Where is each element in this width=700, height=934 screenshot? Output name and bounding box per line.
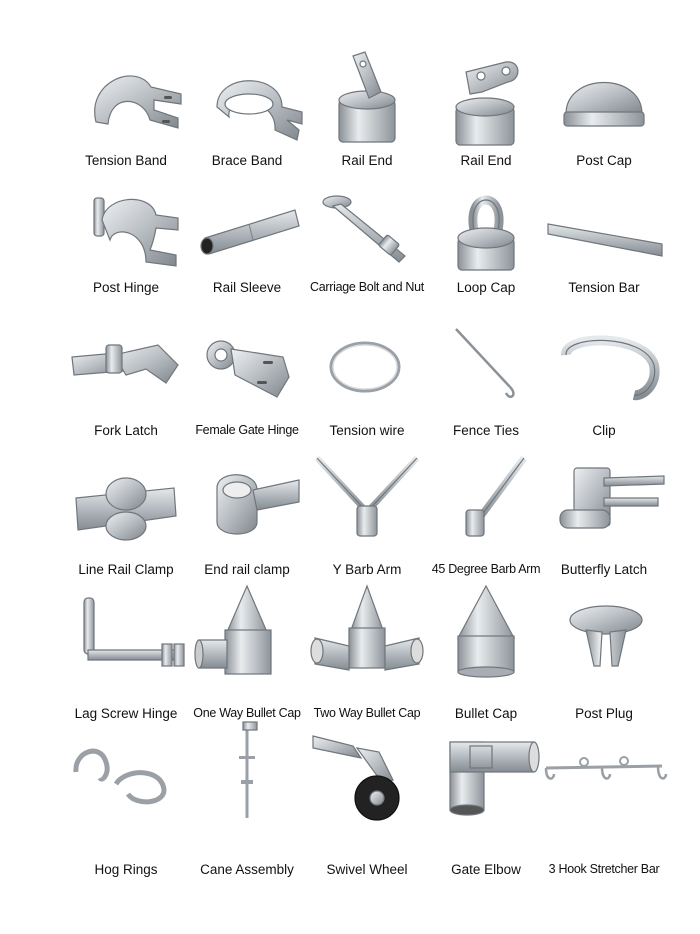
fork-latch-icon: [66, 315, 186, 415]
product-cane-assembly: [177, 722, 317, 877]
product-tension-bar: [534, 180, 674, 320]
product-label: Rail End: [341, 153, 393, 168]
clip-icon: [544, 315, 664, 415]
product-label: Clip: [592, 423, 616, 438]
product-label: 45 Degree Barb Arm: [431, 562, 541, 576]
product-label: Tension Band: [85, 153, 167, 168]
product-label: Swivel Wheel: [326, 862, 408, 877]
post-cap-icon: [544, 52, 664, 152]
product-label: Gate Elbow: [451, 862, 521, 877]
brace-band-icon: [187, 52, 307, 152]
product-label: Loop Cap: [456, 280, 516, 295]
product-label: Post Cap: [576, 153, 632, 168]
product-label: Female Gate Hinge: [195, 423, 299, 437]
product-label: 3 Hook Stretcher Bar: [548, 862, 660, 876]
butterfly-latch-icon: [544, 450, 664, 550]
hog-rings-icon: [66, 722, 186, 822]
loop-cap-icon: [426, 180, 546, 280]
product-label: Post Plug: [575, 706, 633, 721]
product-post-hinge: [56, 180, 196, 320]
line-rail-clamp-icon: [66, 450, 186, 550]
swivel-wheel-icon: [307, 722, 427, 822]
fence-ties-icon: [426, 315, 546, 415]
stretcher-bar-icon: [544, 722, 664, 822]
barb-arm-45-icon: [426, 450, 546, 550]
y-barb-arm-icon: [307, 450, 427, 550]
product-label: Rail End: [460, 153, 512, 168]
product-clip: [534, 315, 674, 455]
product-label: Cane Assembly: [200, 862, 294, 877]
product-label: End rail clamp: [204, 562, 290, 577]
product-lag-screw-hinge: [56, 584, 196, 724]
product-label: Tension wire: [329, 423, 405, 438]
post-plug-icon: [544, 584, 664, 684]
rail-end-icon: [307, 52, 427, 152]
product-label: Tension Bar: [568, 280, 640, 295]
product-label: Bullet Cap: [454, 706, 518, 721]
product-stretcher-bar: [534, 722, 674, 876]
tension-wire-icon: [307, 315, 427, 415]
carriage-bolt-icon: [307, 180, 427, 280]
product-label: Line Rail Clamp: [78, 562, 174, 577]
product-label: Y Barb Arm: [332, 562, 402, 577]
rail-end-tabbed-icon: [426, 52, 546, 152]
product-one-way-bullet-cap: [177, 584, 317, 724]
rail-sleeve-icon: [187, 180, 307, 280]
product-label: One Way Bullet Cap: [193, 706, 301, 720]
product-label: Fence Ties: [452, 423, 520, 438]
product-post-plug: [534, 584, 674, 724]
cane-assembly-icon: [187, 722, 307, 822]
product-label: Lag Screw Hinge: [74, 706, 178, 721]
product-butterfly-latch: [534, 450, 674, 590]
product-tension-band: [56, 52, 196, 192]
product-label: Carriage Bolt and Nut: [310, 280, 424, 294]
product-label: Fork Latch: [94, 423, 158, 438]
product-label: Post Hinge: [92, 280, 160, 295]
two-way-bullet-cap-icon: [307, 584, 427, 684]
bullet-cap-icon: [426, 584, 546, 684]
product-hog-rings: [56, 722, 196, 877]
one-way-bullet-cap-icon: [187, 584, 307, 684]
product-label: Rail Sleeve: [212, 280, 282, 295]
product-label: Butterfly Latch: [560, 562, 648, 577]
end-rail-clamp-icon: [187, 450, 307, 550]
product-post-cap: [534, 52, 674, 192]
lag-screw-hinge-icon: [66, 584, 186, 684]
tension-bar-icon: [544, 180, 664, 280]
post-hinge-icon: [66, 180, 186, 280]
tension-band-icon: [66, 52, 186, 152]
gate-elbow-icon: [426, 722, 546, 822]
female-gate-hinge-icon: [187, 315, 307, 415]
product-label: Hog Rings: [94, 862, 158, 877]
product-label: Brace Band: [211, 153, 283, 168]
product-brace-band: [177, 52, 317, 192]
product-rail-sleeve: [177, 180, 317, 320]
product-label: Two Way Bullet Cap: [313, 706, 421, 720]
